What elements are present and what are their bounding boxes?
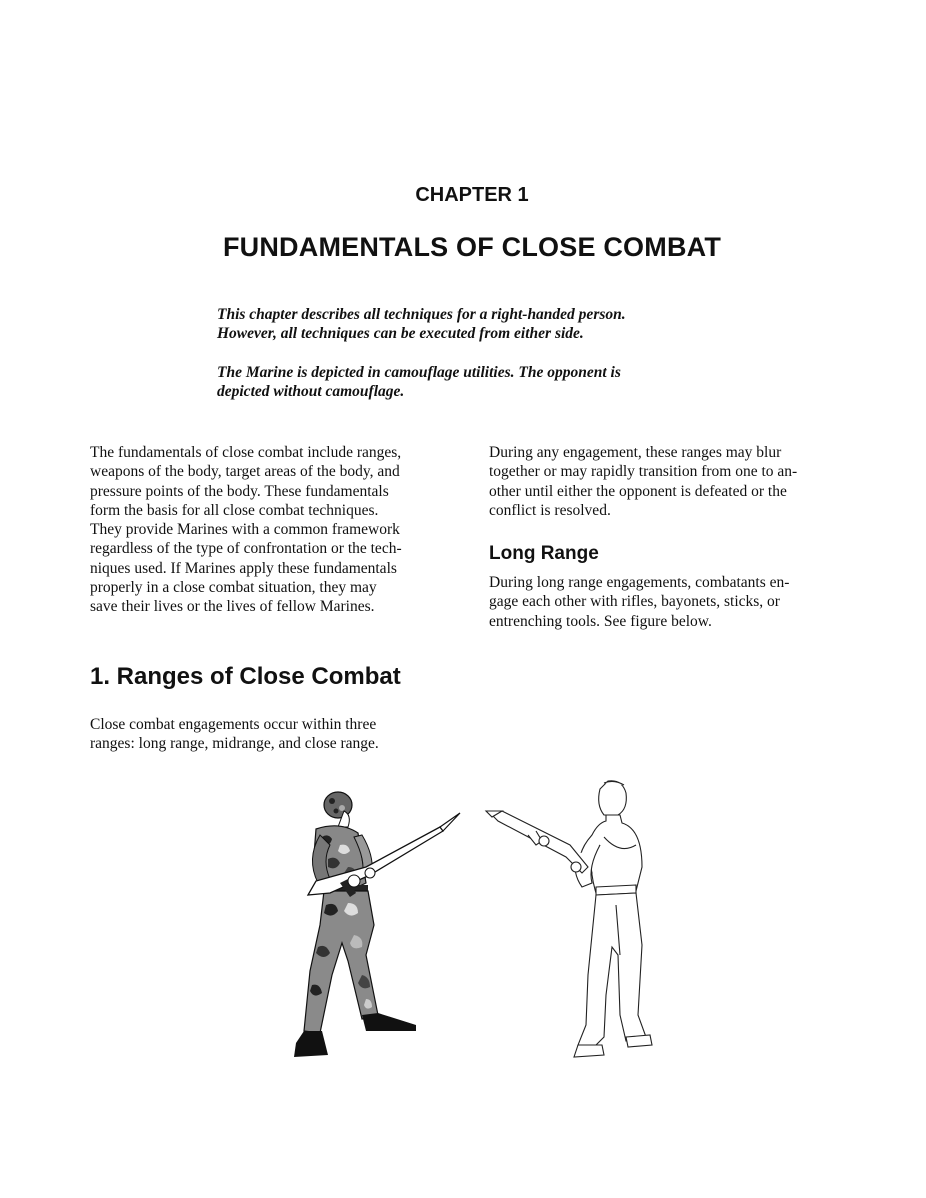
intro-line: The Marine is depicted in camouflage utilities. The opponent is bbox=[217, 364, 621, 381]
intro-note-handedness bbox=[217, 305, 717, 343]
text-line: other until either the opponent is defeated or the bbox=[489, 482, 787, 500]
section-heading-ranges: 1. Ranges of Close Combat bbox=[90, 663, 401, 690]
chapter-title: FUNDAMENTALS OF CLOSE COMBAT bbox=[222, 232, 722, 262]
intro-note-depiction bbox=[217, 363, 717, 401]
opponent-with-rifle-icon bbox=[486, 781, 652, 1057]
text-line: pressure points of the body. These fundamentals bbox=[90, 482, 389, 500]
intro-line: depicted without camouflage. bbox=[217, 383, 405, 400]
text-line: properly in a close combat situation, they may bbox=[90, 579, 377, 597]
long-range-figure bbox=[270, 775, 670, 1065]
text-line: The fundamentals of close combat include ranges, bbox=[90, 444, 402, 461]
chapter-label: CHAPTER 1 bbox=[415, 184, 529, 206]
text-line: During any engagement, these ranges may blur bbox=[489, 444, 782, 461]
text-line: conflict is resolved. bbox=[489, 501, 611, 519]
text-line: Close combat engagements occur within three bbox=[90, 716, 377, 733]
camouflaged-marine-with-rifle-icon bbox=[294, 792, 460, 1057]
long-range-paragraph bbox=[489, 573, 861, 631]
intro-line: This chapter describes all techniques for a right-handed person. bbox=[217, 306, 626, 323]
engagement-paragraph bbox=[489, 443, 861, 520]
text-line: They provide Marines with a common framework bbox=[90, 521, 400, 539]
ranges-paragraph bbox=[90, 715, 458, 754]
text-line: together or may rapidly transition from one to an- bbox=[489, 463, 798, 481]
text-line: gage each other with rifles, bayonets, sticks, or bbox=[489, 593, 780, 611]
text-line: ranges: long range, midrange, and close range. bbox=[90, 735, 379, 753]
subheading-long-range: Long Range bbox=[489, 543, 599, 564]
text-line: entrenching tools. See figure below. bbox=[489, 612, 712, 630]
text-line: niques used. If Marines apply these fundamentals bbox=[90, 559, 397, 577]
intro-line: However, all techniques can be executed from either side. bbox=[217, 325, 584, 342]
text-line: weapons of the body, target areas of the body, and bbox=[90, 463, 400, 481]
text-line: regardless of the type of confrontation or the tech- bbox=[90, 540, 402, 558]
text-line: During long range engagements, combatants en- bbox=[489, 574, 790, 591]
fundamentals-paragraph bbox=[90, 443, 458, 617]
text-line: form the basis for all close combat techniques. bbox=[90, 501, 379, 519]
text-line: save their lives or the lives of fellow Marines. bbox=[90, 598, 375, 616]
